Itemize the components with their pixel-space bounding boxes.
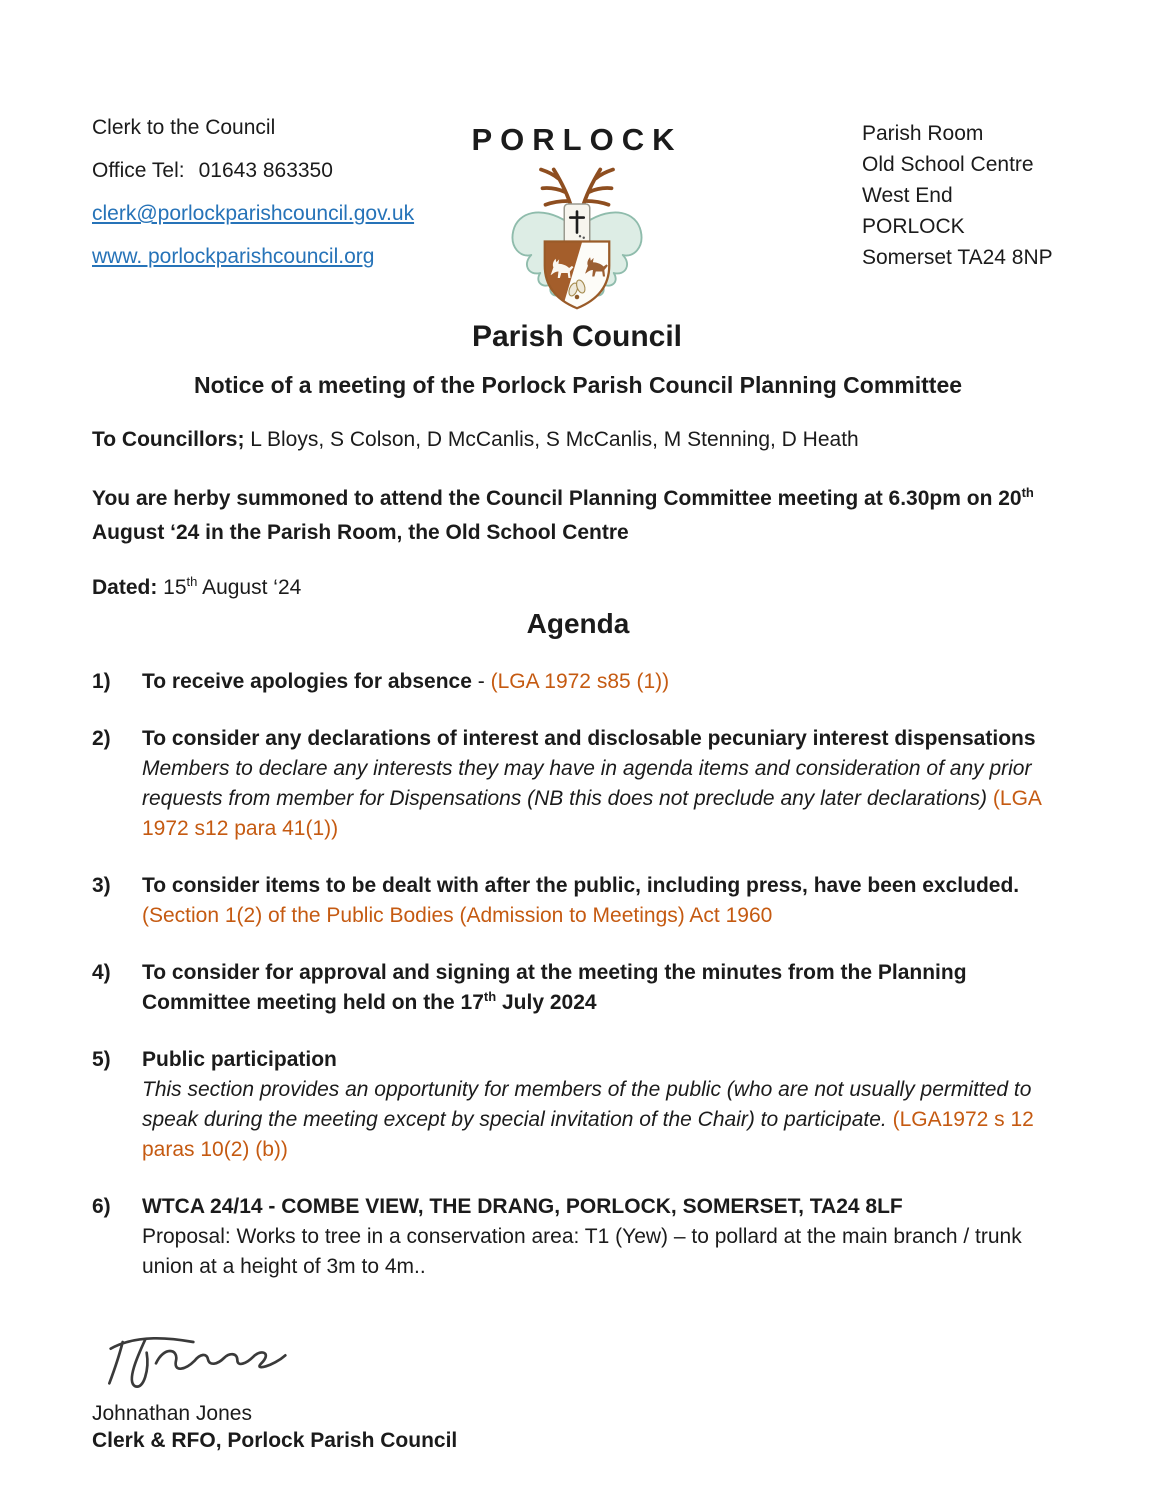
statute-citation: (LGA 1972 s12 para 41(1)) — [142, 787, 1041, 840]
signatory-name: Johnathan Jones — [92, 1402, 252, 1425]
clerk-line: Clerk to the Council — [92, 116, 276, 139]
address-line: Parish Room — [862, 122, 984, 145]
item-content — [142, 1192, 1064, 1282]
tel-number: 01643 863350 — [198, 159, 333, 182]
item-number: 5) — [92, 1048, 111, 1071]
item-title: To consider any declarations of interest and disclosable pecuniary interest dispensations — [142, 727, 1036, 750]
porlock-crest-icon — [498, 162, 656, 312]
masthead — [377, 122, 777, 354]
masthead-org: Parish Council — [471, 320, 683, 353]
agenda-item-3 — [92, 871, 1064, 931]
agenda-item-6 — [92, 1192, 1064, 1282]
item-content: To consider items to be dealt with after the public, including press, have been excluded. (Section 1(2) of the Public Bodies (Admission to Meetings) Act 1960 — [142, 874, 1020, 927]
telephone-line — [92, 159, 414, 202]
email-line — [92, 202, 414, 245]
item-title: WTCA 24/14 - COMBE VIEW, THE DRANG, PORLOCK, SOMERSET, TA24 8LF — [142, 1195, 903, 1218]
crest-container — [377, 162, 777, 318]
summons-line-1: You are herby summoned to attend the Council Planning Committee meeting at 6.30pm on 20th — [92, 485, 1034, 510]
item-number: 3) — [92, 874, 111, 897]
dated-line: Dated: 15th August ‘24 — [92, 574, 302, 599]
address-line: Somerset TA24 8NP — [862, 246, 1053, 269]
signature-image — [92, 1322, 292, 1394]
to-label: To Councillors; — [92, 428, 245, 451]
notice-body — [92, 372, 1064, 1453]
address-line: Old School Centre — [862, 153, 1034, 176]
statute-citation: (Section 1(2) of the Public Bodies (Admission to Meetings) Act 1960 — [142, 904, 773, 927]
item-number: 6) — [92, 1195, 111, 1218]
item-title: Public participation — [142, 1048, 337, 1071]
ordinal-suffix: th — [483, 989, 497, 1004]
address-line: PORLOCK — [862, 215, 965, 238]
item-description: Proposal: Works to tree in a conservation area: T1 (Yew) – to pollard at the main branch / trunk union at a height of 3m to 4m.. — [142, 1225, 1022, 1278]
notice-title: Notice of a meeting of the Porlock Parish Council Planning Committee — [193, 372, 963, 398]
statute-citation: (LGA 1972 s85 (1)) — [490, 670, 670, 693]
item-content — [142, 724, 1064, 844]
item-description: Members to declare any interests they may have in agenda items and consideration of any prior requests from member for Dispensations (NB this does not preclude any later declarations) (LGA 1972 s12 para 41(1)) — [142, 757, 1041, 840]
item-number: 4) — [92, 961, 111, 984]
dated-label: Dated: — [92, 576, 158, 599]
item-content: To receive apologies for absence - (LGA 1972 s85 (1)) — [142, 670, 670, 693]
councillors-line — [92, 428, 1064, 452]
item-number: 1) — [92, 670, 111, 693]
email-link[interactable]: clerk@porlockparishcouncil.gov.uk — [92, 202, 415, 225]
agenda-item-4 — [92, 958, 1064, 1018]
ordinal-suffix: th — [186, 574, 198, 589]
summons-line-2: August ‘24 in the Parish Room, the Old School Centre — [92, 521, 629, 544]
councillor-names: L Bloys, S Colson, D McCanlis, S McCanlis, M Stenning, D Heath — [244, 428, 859, 451]
ordinal-suffix: th — [1021, 485, 1034, 500]
agenda-heading: Agenda — [526, 608, 630, 639]
agenda-item-1 — [92, 667, 1064, 697]
signature-block — [92, 1322, 1064, 1453]
agenda-item-2 — [92, 724, 1064, 844]
tel-label: Office Tel: — [92, 159, 185, 182]
item-number: 2) — [92, 727, 111, 750]
website-line — [92, 245, 414, 288]
item-content: To consider for approval and signing at the meeting the minutes from the Planning Committee meeting held on the 17th July 2024 — [142, 961, 967, 1014]
address-block — [862, 118, 1053, 273]
agenda-item-5 — [92, 1045, 1064, 1165]
address-line: West End — [862, 184, 953, 207]
agenda-list — [92, 667, 1064, 1282]
summons-paragraph — [92, 482, 1064, 550]
contact-block — [92, 116, 414, 288]
website-link[interactable]: www. porlockparishcouncil.org — [92, 245, 375, 268]
masthead-town: PORLOCK — [471, 122, 683, 157]
signatory-role: Clerk & RFO, Porlock Parish Council — [92, 1429, 458, 1452]
statute-citation: (LGA1972 s 12 paras 10(2) (b)) — [142, 1108, 1034, 1161]
item-description: This section provides an opportunity for members of the public (who are not usually permitted to speak during the meeting except by special invitation of the Chair) to participate. (LGA1972 s 12 paras 10(2) (b)) — [142, 1078, 1034, 1161]
item-content — [142, 1045, 1064, 1165]
